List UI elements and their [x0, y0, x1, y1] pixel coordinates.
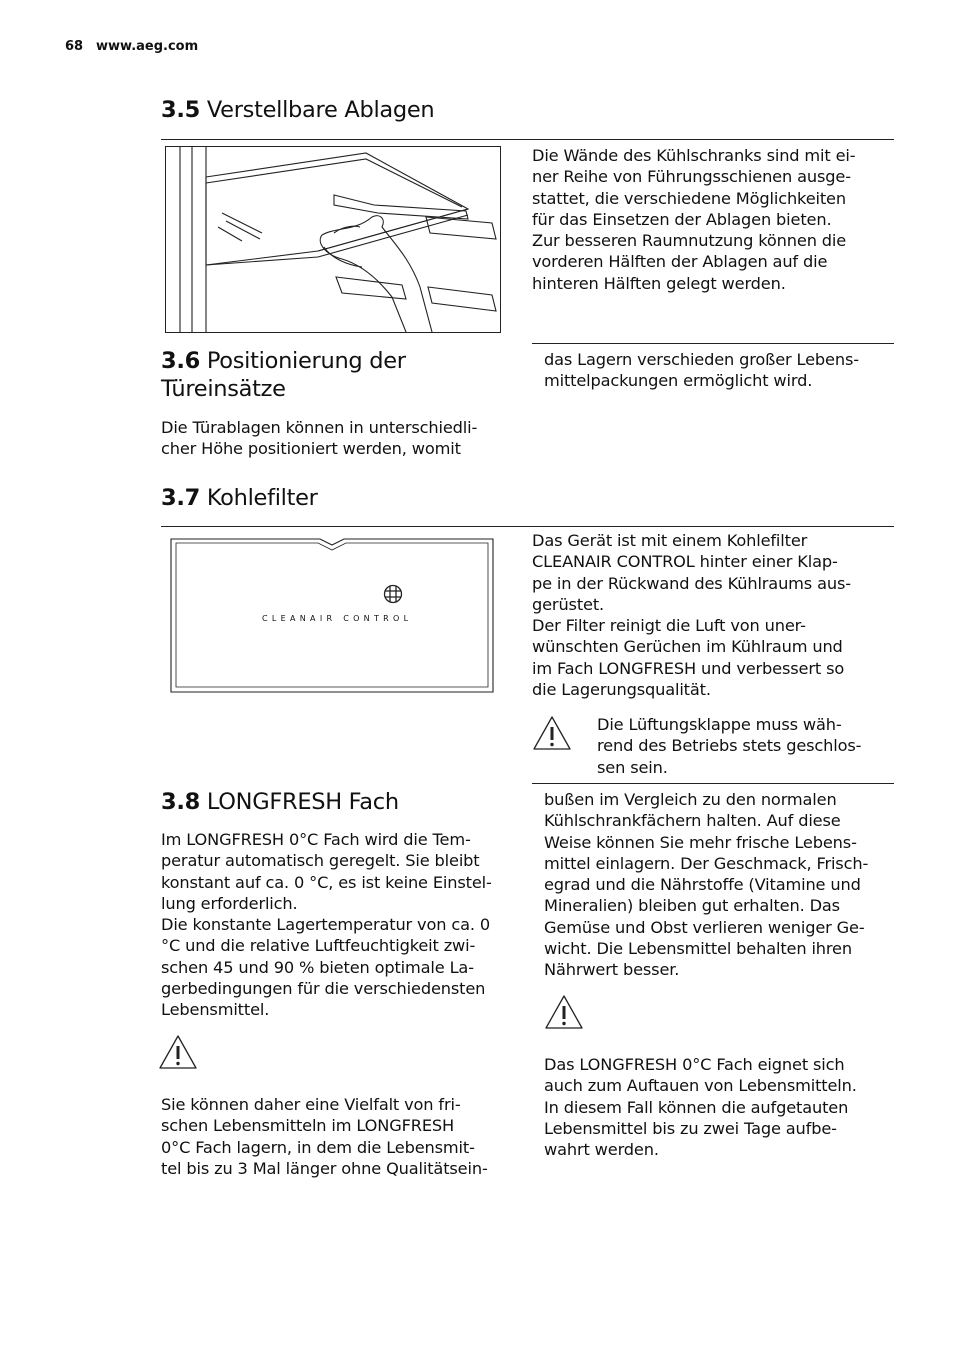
- page-number: 68: [65, 39, 84, 54]
- shelf-illustration: [165, 146, 501, 333]
- warning-triangle-icon: [532, 714, 572, 752]
- section-3-8-body-right-2: Das LONGFRESH 0°C Fach eignet sich auch zum Auftauen von Lebensmitteln. In diesem Fall können die aufgetauten Lebensmittel bis zu zwei Tage aufbe- wahrt werden.: [544, 1055, 857, 1160]
- warning-triangle-icon: [544, 993, 584, 1031]
- section-3-6-body-right: das Lagern verschieden großer Lebens- mittelpackungen ermöglicht wird.: [544, 350, 859, 391]
- cleanair-filter-illustration: [170, 537, 494, 694]
- section-3-8-body-left-2: Sie können daher eine Vielfalt von fri- schen Lebensmitteln im LONGFRESH 0°C Fach lagern, in dem die Lebensmit- tel bis zu 3 Mal länger ohne Qualitätsein-: [161, 1095, 488, 1178]
- section-3-8-body-left-1: Im LONGFRESH 0°C Fach wird die Tem- peratur automatisch geregelt. Sie bleibt konstant auf ca. 0 °C, es ist keine Einstel- lung erforderlich. Die konstante Lagertemperatur von ca. 0 °C und die relative Luftfeuchtigkeit zwi- schen 45 und 90 % bieten optimale La- gerbedingungen für die verschiedensten Lebensmittel.: [161, 830, 492, 1020]
- section-3-8-body-right-1: bußen im Vergleich zu den normalen Kühlschrankfächern halten. Auf diese Weise können Sie mehr frische Lebens- mittel einlagern. Der Geschmack, Frisch- egrad und die Nährstoffe (Vitamine und Mineralien) bleiben gut erhalten. Das Gemüse und Obst verlieren weniger Ge- wicht. Die Lebensmittel behalten ihren Nährwert besser.: [544, 790, 869, 980]
- section-3-8-heading: 3.8 LONGFRESH Fach: [161, 789, 399, 815]
- section-3-7-warning-text: Die Lüftungsklappe muss wäh- rend des Betriebs stets geschlos- sen sein.: [597, 715, 862, 777]
- warning-triangle-icon: [158, 1033, 198, 1071]
- shelf-drawing: [166, 147, 500, 332]
- section-3-7-heading: 3.7 Kohlefilter: [161, 485, 318, 511]
- site-url: www.aeg.com: [96, 39, 199, 54]
- section-3-5-heading: 3.5 Verstellbare Ablagen: [161, 97, 435, 123]
- section-3-7-body: Das Gerät ist mit einem Kohlefilter CLEANAIR CONTROL hinter einer Klap- pe in der Rückwand des Kühlraums aus- gerüstet. Der Filter reinigt die Luft von uner- wünschten Gerüchen im Kühlraum und im Fach LONGFRESH und verbessert so die Lagerungsqualität.: [532, 531, 851, 700]
- divider: [161, 139, 894, 140]
- divider: [532, 343, 894, 344]
- section-3-5-body: Die Wände des Kühlschranks sind mit ei- ner Reihe von Führungsschienen ausge- stattet, die verschiedene Möglichkeiten für das Einsetzen der Ablagen bieten. Zur besseren Raumnutzung können die vorderen Hälften der Ablagen auf die hinteren Hälften gelegt werden.: [532, 146, 856, 293]
- cleanair-control-label: CLEANAIR CONTROL: [262, 614, 413, 623]
- divider: [532, 783, 894, 784]
- divider: [161, 526, 894, 527]
- section-3-6-body-left: Die Türablagen können in unterschiedli- cher Höhe positioniert werden, womit: [161, 418, 478, 459]
- grid-globe-icon: [382, 583, 404, 605]
- section-3-6-heading: 3.6 Positionierung der Türeinsätze: [161, 348, 406, 402]
